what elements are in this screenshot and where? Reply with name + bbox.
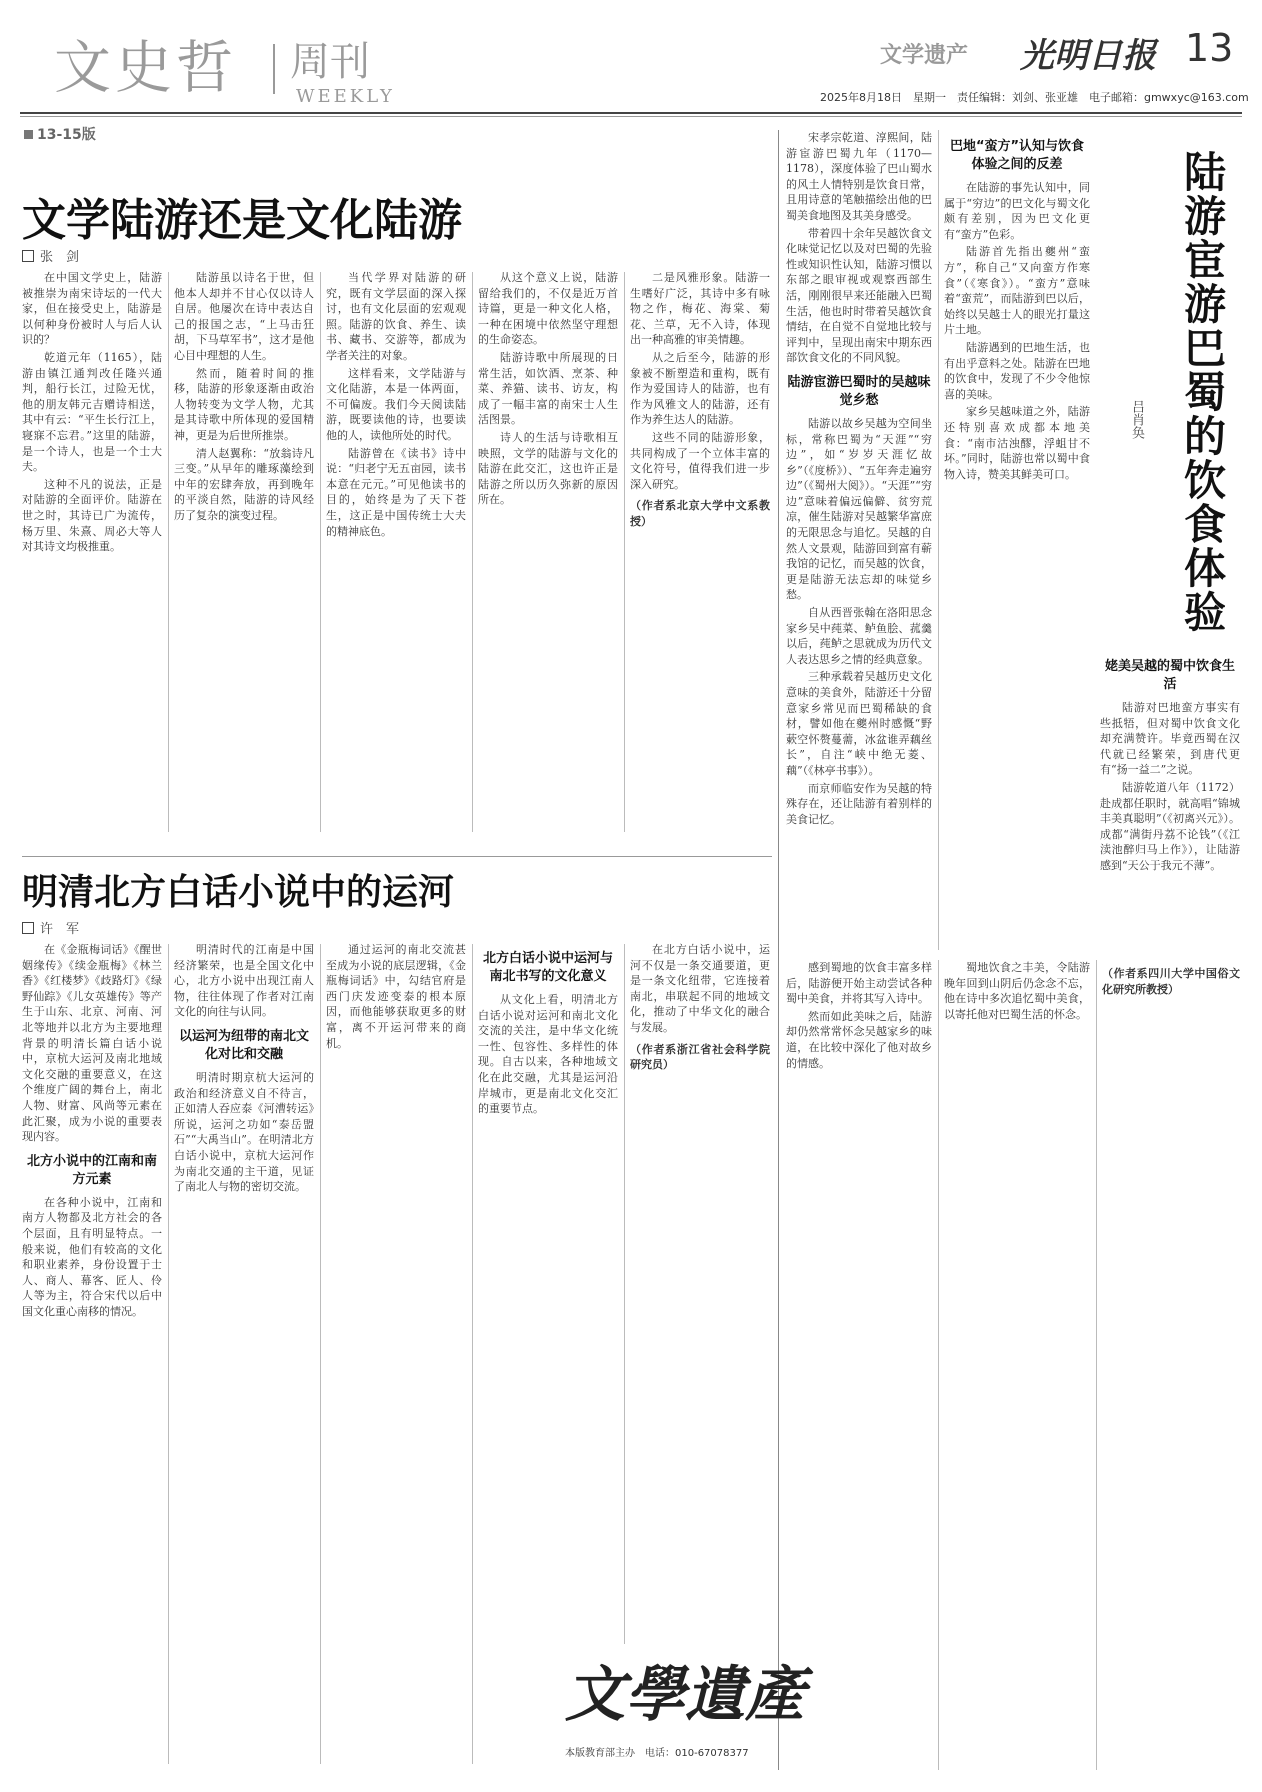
paragraph: 在各种小说中，江南和南方人物都及北方社会的各个层面，且有明显特点。一般来说，他们有较高的文化和职业素养，身份设置于士人、商人、幕客、匠人、伶人等为主，符合宋代以后中国文化重心南移的情况。: [22, 1195, 162, 1318]
banner-note: 本版教育部主办 电话：010-67078377: [565, 1748, 749, 1759]
header-rule: [20, 112, 1242, 114]
column-rule: [624, 272, 625, 832]
paragraph: 乾道元年（1165），陆游由镇江通判改任隆兴通判，船行长江，过险无忧，他的朋友韩元吉赠诗相送，其中有云：“平生长行江上，寝寐不忘君。”这里的陆游，是一个诗人，也是一个士大夫。: [22, 350, 162, 474]
paragraph: 在北方白话小说中，运河不仅是一条交通要道，更是一条文化纽带，它连接着南北，串联起不同的地域文化，推动了中华文化的融合与发展。: [630, 943, 770, 1034]
column-rule: [168, 944, 169, 1764]
column-rule: [320, 944, 321, 1764]
article1-col-4: [478, 270, 618, 850]
column-rule: [168, 272, 169, 832]
paragraph: 陆游乾道八年（1172）赴成都任职时，就高唱“锦城丰美真聪明”（《初离兴元》）。成都“满街丹荔不论钱”（《江渎池醉归马上作》），让陆游感到“天公于我元不薄”。: [1100, 780, 1240, 872]
paragraph: 感到蜀地的饮食丰富多样后，陆游便开始主动尝试各种蜀中美食，并将其写入诗中。: [786, 961, 932, 1006]
page-number: 13: [1185, 26, 1234, 70]
article1-col-2: [174, 270, 314, 850]
article2-col-6: [1102, 960, 1240, 1770]
article3-subhead-1: 北方小说中的江南和南方元素: [26, 1153, 157, 1187]
article3-affiliation: （作者系浙江省社会科学院研究员）: [630, 1042, 770, 1072]
paragraph: 这些不同的陆游形象，共同构成了一个立体丰富的文化符号，值得我们进一步深入研究。: [630, 430, 770, 491]
article2-col-4: [786, 960, 932, 1770]
paragraph: 陆游曾在《读书》诗中说：“归老宁无五亩园，读书本意在元元。”可见他读书的目的，始终是为了天下苍生，这正是中国传统士大夫的精神底色。: [326, 446, 466, 538]
masthead-title: 文史哲: [54, 35, 237, 101]
paragraph: 明清时期京杭大运河的政治和经济意义自不待言，正如清人吞应泰《河漕转运》所说，运河之功如“泰岳盟石”“大禹当山”。在明清北方白话小说中，京杭大运河作为南北交通的主干道，见证了南北人与物的密切交流。: [174, 1070, 314, 1194]
paragraph: 这样看来，文学陆游与文化陆游，本是一体两面，不可偏废。我们今天阅读陆游，既要读他的诗，也要读他的人，读他所处的时代。: [326, 366, 466, 442]
paragraph: 陆游以故乡吴越为空间坐标，常称巴蜀为“天涯”“穷边”，如“岁岁天涯忆故乡”（《度桥》）、“五年奔走遍穷边”（《蜀州大阅》）。“天涯”“穷边”意味着偏远偏僻、贫穷荒凉，催生陆游对吴越繁华富庶的无限思念与追忆。吴越的自然人文景观，陆游回到富有蕲我馆的记忆，而吴越的饮食，更是陆游无法忘却的味觉乡愁。: [786, 416, 932, 602]
paragraph: 自从西晋张翰在洛阳思念家乡吴中莼菜、鲈鱼脍、菰羹以后，莼鲈之思就成为历代文人表达思乡之情的经典意象。: [786, 606, 932, 666]
paragraph: 这种不凡的说法，正是对陆游的全面评价。陆游在世之时，其诗已广为流传，杨万里、朱熹、周必大等人对其诗文均极推重。: [22, 477, 162, 554]
article2-byline: 吕肖奂: [1129, 400, 1144, 439]
article2-subhead-2: 巴地“蛮方”认知与饮食体验之间的反差: [949, 139, 1085, 172]
paragraph: 三种承载着吴越历史文化意味的美食外，陆游还十分留意家乡常见而巴蜀稀缺的食材，譬如他在夔州时感慨“野蔌空怀赘蔓薷，冰盆谁弄藕丝长”，自注“峡中绝无菱、藕”（《林亭书事》）。: [786, 670, 932, 777]
newspaper-logo: 光明日报: [1020, 36, 1156, 76]
masthead-divider: [273, 44, 275, 94]
paragraph: 而京师临安作为吴越的特殊存在，还让陆游有着别样的美食记忆。: [786, 781, 932, 826]
article2-col-3: [1100, 650, 1240, 950]
masthead-weekly-en: WEEKLY: [296, 86, 395, 107]
column-rule: [624, 944, 625, 1644]
article2-title: 陆游宦游巴蜀的饮食体验: [1178, 150, 1227, 634]
column-rule: [938, 130, 939, 950]
column-rule: [938, 960, 939, 1770]
paragraph: 陆游遇到的巴地生活，也有出乎意料之处。陆游在巴地的饮食中，发现了不少令他惊喜的美味。: [944, 340, 1090, 401]
column-rule: [1096, 960, 1097, 1770]
article2-col-1: [786, 130, 932, 950]
paragraph: 二是风雅形象。陆游一生嗜好广泛，其诗中多有咏物之作，梅花、海棠、菊花、兰草，无不入诗，体现出一种高雅的审美情趣。: [630, 271, 770, 347]
article3-byline: 许 军: [22, 918, 79, 937]
author-box-icon: [22, 250, 34, 262]
article2-subhead-3: 姥美吴越的蜀中饮食生活: [1104, 659, 1235, 692]
column-rule: [22, 856, 772, 857]
header-date-line: 2025年8月18日 星期一 责任编辑：刘剑、张亚雄 电子邮箱：gmwxyc@163.com: [820, 91, 1249, 104]
article2-subhead-1: 陆游宦游巴蜀时的吴越味觉乡愁: [787, 374, 931, 408]
paragraph: 当代学界对陆游的研究，既有文学层面的深入探讨，也有文化层面的宏观观照。陆游的饮食、养生、读书、藏书、交游等，都成为学者关注的对象。: [326, 271, 466, 362]
paragraph: 清人赵翼称：“放翁诗凡三变。”从早年的雕琢藻绘到中年的宏肆奔放，再到晚年的平淡自然，陆游的诗风经历了复杂的演变过程。: [174, 446, 314, 522]
article1-col-5: [630, 270, 770, 850]
article3-col-1: [22, 942, 162, 1772]
paragraph: 陆游诗歌中所展现的日常生活，如饮酒、烹茶、种菜、养猫、读书、访友，构成了一幅丰富的南宋士人生活图景。: [478, 350, 618, 427]
column-rule: [472, 944, 473, 1764]
page-range: 13-15版: [24, 124, 96, 144]
article1-title: 文学陆游还是文化陆游: [22, 195, 462, 246]
paragraph: 从文化上看，明清北方白话小说对运河和南北文化交流的关注，是中华文化统一性、包容性、多样性的体现。自古以来，各种地域文化在此交融，尤其是运河沿岸城市，更是南北文化交汇的重要节点。: [478, 993, 618, 1116]
article3-subhead-3: 北方白话小说中运河与南北书写的文化意义: [482, 951, 613, 984]
article2-col-5: [944, 960, 1090, 1770]
paragraph: 从这个意义上说，陆游留给我们的，不仅是近万首诗篇，更是一种文化人格，一种在困境中依然坚守理想的生命姿态。: [478, 271, 618, 347]
article1-affiliation: （作者系北京大学中文系教授）: [630, 499, 770, 528]
article3-col-5: [630, 942, 770, 1642]
paragraph: 在陆游的事先认知中，同属于“穷边”的巴文化与蜀文化颇有差别，因为巴文化更有“蛮方”色彩。: [944, 181, 1090, 241]
article1-col-3: [326, 270, 466, 850]
article2-affiliation: （作者系四川大学中国俗文化研究所教授）: [1102, 967, 1240, 996]
paragraph: 宋孝宗乾道、淳熙间，陆游宦游巴蜀九年（1170—1178），深度体验了巴山蜀水的风土人情特别是饮食日常，且用诗意的笔触描绘出他的巴蜀美食地图及其美身感受。: [786, 131, 932, 222]
paragraph: 家乡吴越味道之外，陆游还特别喜欢成都本地美食：“南市沽浊醪，浮蛆甘不坏。”同时，陆游也常以蜀中食物入诗，赞美其鲜美可口。: [944, 405, 1090, 481]
paragraph: 然而，随着时间的推移，陆游的形象逐渐由政治人物转变为文学人物，尤其是其诗歌中所体现的爱国精神，更是为后世所推崇。: [174, 366, 314, 442]
article3-col-3: [326, 942, 466, 1772]
paragraph: 陆游虽以诗名于世，但他本人却并不甘心仅以诗人自居。他屡次在诗中表达自己的报国之志，“上马击狂胡，下马草军书”，这才是他心目中理想的人生。: [174, 271, 314, 362]
column-rule: [320, 272, 321, 832]
square-icon: [24, 130, 33, 139]
header-rule-thin: [20, 116, 1242, 117]
paragraph: 陆游对巴地蛮方事实有些抵牾，但对蜀中饮食文化却充满赞许。毕竟西蜀在汉代就已经繁荣，到唐代更有“扬一益二”之说。: [1100, 701, 1240, 777]
paragraph: 在中国文学史上，陆游被推崇为南宋诗坛的一代大家，但在接受史上，陆游是以何种身份被时人与后人认识的？: [22, 271, 162, 347]
article1-byline: 张 剑: [22, 246, 79, 265]
column-rule: [472, 272, 473, 832]
paragraph: 蜀地饮食之丰美，令陆游晚年回到山阴后仍念念不忘，他在诗中多次追忆蜀中美食，以寄托他对巴蜀生活的怀念。: [944, 961, 1090, 1021]
article1-col-1: [22, 270, 162, 850]
author-box-icon: [22, 922, 34, 934]
section-name: 文学遗产: [880, 43, 969, 68]
article3-col-2: [174, 942, 314, 1772]
column-rule: [778, 130, 779, 1770]
paragraph: 然而如此美味之后，陆游却仍然常常怀念吴越家乡的味道，在比较中深化了他对故乡的情感。: [786, 1009, 932, 1070]
article3-subhead-2: 以运河为纽带的南北文化对比和交融: [178, 1028, 309, 1062]
paragraph: 通过运河的南北交流甚至成为小说的底层逻辑，《金瓶梅词话》中，勾结官府是西门庆发迹变泰的根本原因，而他能够获取更多的财富，离不开运河带来的商机。: [326, 943, 466, 1050]
paragraph: 明清时代的江南是中国经济繁荣，也是全国文化中心，北方小说中出现江南人物，往往体现了作者对江南文化的向往与认同。: [174, 943, 314, 1019]
paragraph: 从之后至今，陆游的形象被不断塑造和重构，既有作为爱国诗人的陆游，也有作为风雅文人的陆游，还有作为养生达人的陆游。: [630, 350, 770, 427]
article3-col-4: [478, 942, 618, 1642]
paragraph: 带着四十余年吴越饮食文化味觉记忆以及对巴蜀的先验性或知识性认知，陆游习惯以东部之眼审视或观察西部生活，刚刚很早来还能融入巴蜀生活，他也时时带着吴越饮食情结，在自觉不自觉地比较与评判中，呈现出南宋中期东西部饮食文化的不同风貌。: [786, 226, 932, 365]
article2-col-2: [944, 130, 1090, 950]
paragraph: 诗人的生活与诗歌相互映照，文学的陆游与文化的陆游在此交汇，这也许正是陆游之所以历久弥新的原因所在。: [478, 430, 618, 507]
paragraph: 陆游首先指出夔州“蛮方”，称自己“又向蛮方作寒食”（《寒食》）。“蛮方”意味着“蛮荒”，而陆游到巴以后，始终以吴越士人的眼光打量这片土地。: [944, 245, 1090, 337]
section-banner-logo: 文學遺產: [565, 1660, 805, 1730]
masthead-weekly: 周刊: [290, 39, 370, 85]
article3-title: 明清北方白话小说中的运河: [22, 871, 455, 913]
paragraph: 在《金瓶梅词话》《醒世姻缘传》《续金瓶梅》《林兰香》《红楼梦》《歧路灯》《绿野仙踪》《儿女英雄传》等产生于山东、北京、河南、河北等地并以北方为主要地理背景的明清长篇白话小说中，京杭大运河及南北地域文化交融的重要意义，在这个维度广阔的舞台上，南北人物、财富、风尚等元素在此汇聚，成为小说的重要表现内容。: [22, 943, 162, 1144]
